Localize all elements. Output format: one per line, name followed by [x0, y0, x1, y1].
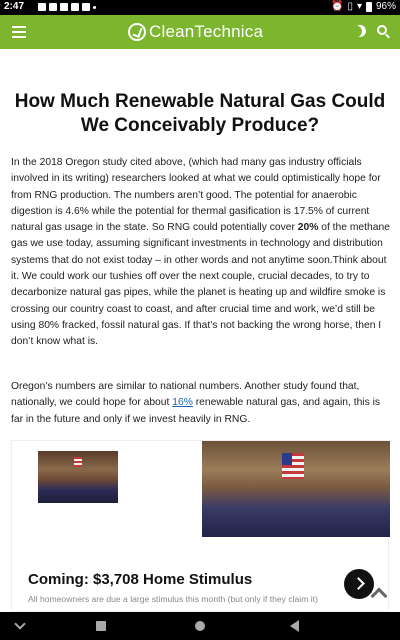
image-icon: [49, 3, 57, 11]
article-paragraph-2: [11, 379, 391, 428]
advertisement[interactable]: [11, 440, 389, 612]
ad-subtitle[interactable]: All homeowners are due a large stimulus this month (but only if they claim it): [28, 594, 318, 604]
flag-icon: [74, 457, 82, 467]
search-icon[interactable]: [377, 25, 387, 35]
status-right: [331, 1, 396, 12]
site-name: CleanTechnica: [149, 22, 264, 41]
paragraph-1-text-a: In the 2018 Oregon study cited above, (which had many gas industry officials involved in its writing) researchers looked at what we could optimistically hope for from RNG production. The numbers aren’t good. The potential for anaerobic digestion is 4.6% while the potential for thermal gasification is 17.5% of current natural gas usage in the state. So RNG could potentially cover: [11, 157, 381, 234]
site-header: [0, 15, 400, 49]
ad-image-small[interactable]: [38, 451, 118, 503]
site-logo[interactable]: [128, 20, 263, 44]
down-icon[interactable]: [14, 618, 25, 629]
ad-next-arrow-icon[interactable]: [344, 569, 374, 599]
mail-icon: [71, 3, 79, 11]
highlight-percent: 20%: [297, 222, 319, 234]
grid-icon: [82, 3, 90, 11]
p-icon: [38, 3, 46, 11]
ad-image-large[interactable]: [202, 441, 390, 537]
battery-icon: [366, 2, 372, 12]
wifi-icon: ▾: [356, 1, 362, 12]
flag-icon: [282, 453, 304, 479]
menu-icon[interactable]: [12, 26, 26, 38]
vibrate-icon: ▯: [347, 1, 353, 12]
dark-mode-icon[interactable]: [352, 23, 367, 38]
ad-title[interactable]: Coming: $3,708 Home Stimulus: [28, 571, 253, 588]
status-bar: [0, 0, 400, 15]
status-time: 2:47: [4, 1, 25, 12]
logo-mark-icon: [128, 23, 146, 41]
dot-icon: [93, 6, 96, 9]
article-title: How Much Renewable Natural Gas Could We Conceivably Produce?: [14, 91, 386, 136]
paragraph-2-text-b: renewable natural gas, and again, this is far in the future and only if we invest heavily in RNG.: [11, 397, 381, 425]
system-nav-bar: [0, 612, 400, 640]
home-icon[interactable]: [195, 621, 205, 631]
battery-percent: 96%: [375, 1, 396, 12]
paragraph-1-text-b: of the methane gas we use today, assuming significant investments in technology and distribution systems that do not exist today – in other words and not anytime soon.Think about it. We could work our tushies off over the next couple, crucial decades, to try to decarbonize natural gas pipes, while the planet is heating up and wildfire smoke is crossing our country coast to coast, and after crucial time and work, we’d still be using 80% fracked, fossil natural gas. If that’s not backing the wrong horse, then I don’t know what is.: [11, 222, 390, 348]
article-paragraph-1: [11, 155, 391, 351]
back-icon[interactable]: [290, 620, 299, 632]
paragraph-2-text-a: Oregon’s numbers are similar to national numbers. Another study found that, nationally, we could hope for about: [11, 381, 360, 409]
article-content: [0, 49, 400, 612]
notification-icons: [38, 3, 96, 11]
recents-icon[interactable]: [96, 621, 106, 631]
study-link[interactable]: 16%: [172, 397, 193, 409]
youtube-icon: [60, 3, 68, 11]
alarm-icon: ⏰: [330, 1, 344, 12]
